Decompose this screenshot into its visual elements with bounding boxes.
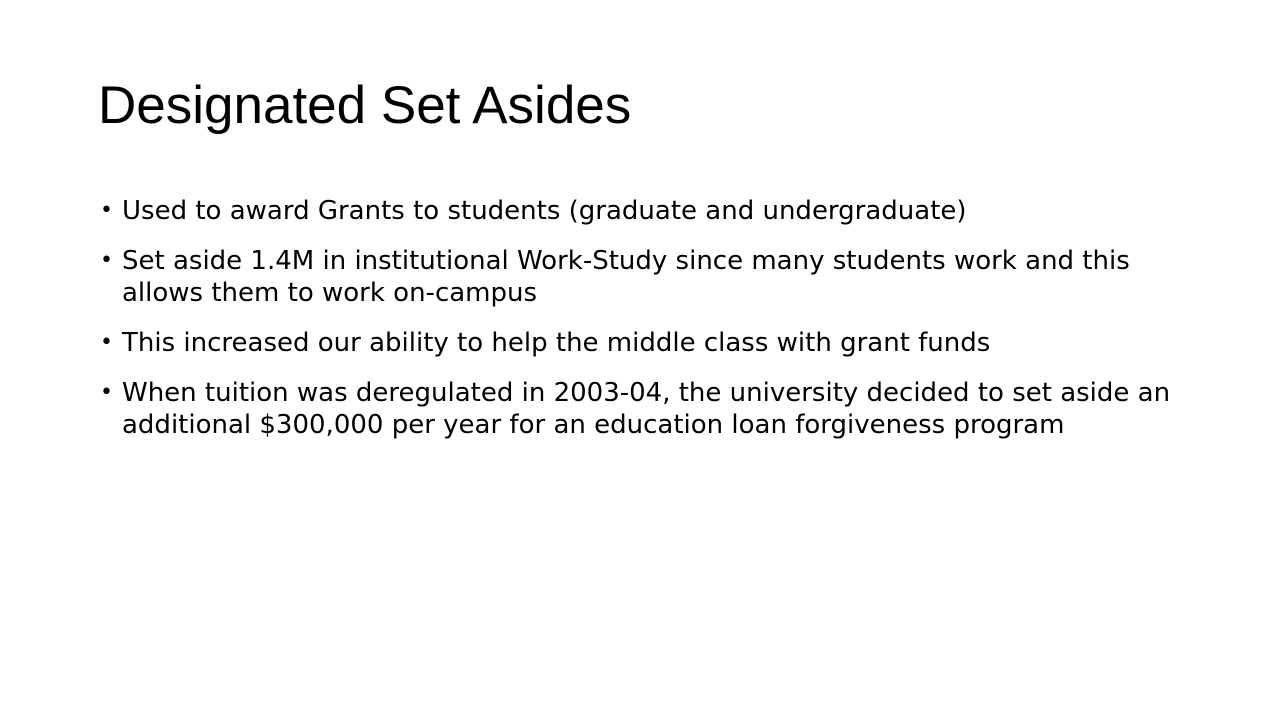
list-item bbox=[100, 377, 1190, 441]
bullet-icon: • bbox=[100, 198, 113, 223]
list-item bbox=[100, 327, 1190, 359]
slide-title: Designated Set Asides bbox=[98, 76, 632, 135]
bullet-text: Set aside 1.4M in institutional Work-Study since many students work and this allows them to work on-campus bbox=[122, 246, 1130, 308]
bullet-text: When tuition was deregulated in 2003-04, the university decided to set aside an additional $300,000 per year for an education loan forgiveness program bbox=[122, 378, 1171, 440]
bullet-list bbox=[100, 195, 1190, 459]
bullet-text: This increased our ability to help the middle class with grant funds bbox=[122, 328, 991, 358]
list-item bbox=[100, 195, 1190, 227]
list-item bbox=[100, 245, 1190, 309]
bullet-icon: • bbox=[100, 330, 113, 355]
bullet-icon: • bbox=[100, 380, 113, 405]
bullet-icon: • bbox=[100, 248, 113, 273]
bullet-text: Used to award Grants to students (graduate and undergraduate) bbox=[122, 196, 967, 226]
